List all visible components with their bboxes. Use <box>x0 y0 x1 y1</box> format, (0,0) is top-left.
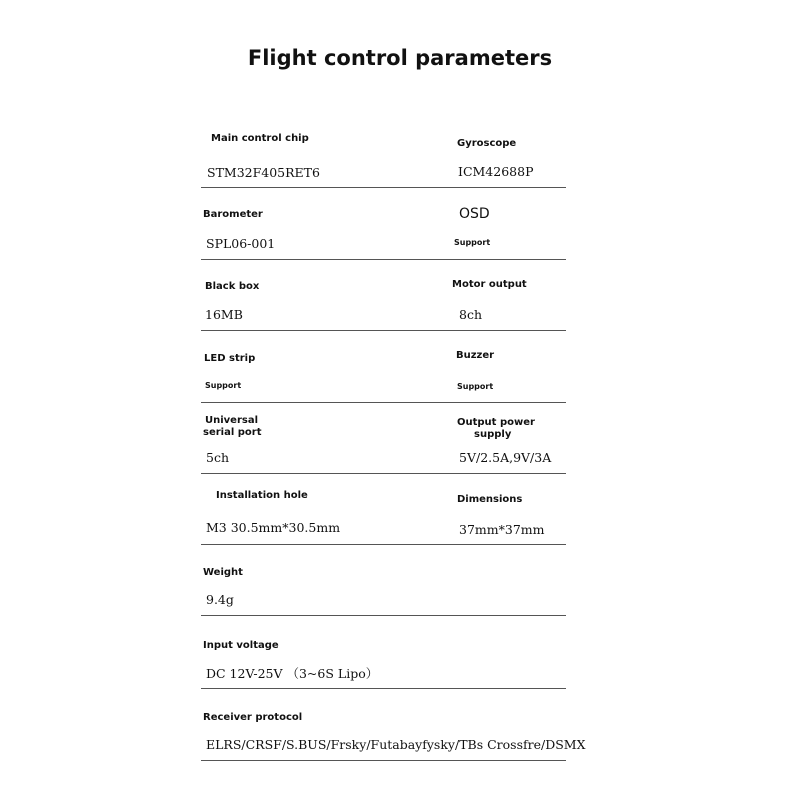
weight-value: 9.4g <box>206 592 234 607</box>
input-voltage-value: DC 12V-25V （3~6S Lipo） <box>206 666 379 681</box>
divider <box>201 615 566 616</box>
installation-hole-label: Installation hole <box>216 490 308 501</box>
divider <box>201 760 566 761</box>
dimensions-value: 37mm*37mm <box>459 522 545 537</box>
weight-label: Weight <box>203 567 243 578</box>
serial-port-value: 5ch <box>206 450 230 465</box>
serial-port-label-line1: Universal <box>205 415 259 426</box>
led-strip-label: LED strip <box>204 353 256 364</box>
main-chip-label: Main control chip <box>211 133 309 144</box>
black-box-value: 16MB <box>205 307 243 322</box>
receiver-protocol-label: Receiver protocol <box>203 712 303 723</box>
led-strip-value: Support <box>205 381 242 390</box>
buzzer-value: Support <box>457 382 494 391</box>
buzzer-label: Buzzer <box>456 350 495 361</box>
black-box-label: Black box <box>205 281 260 292</box>
serial-port-label-line2: serial port <box>203 427 262 438</box>
motor-output-label: Motor output <box>452 279 527 290</box>
input-voltage-label: Input voltage <box>203 640 279 651</box>
divider <box>201 473 566 474</box>
barometer-label: Barometer <box>203 209 263 220</box>
main-chip-value: STM32F405RET6 <box>207 165 320 180</box>
receiver-protocol-value: ELRS/CRSF/S.BUS/Frsky/Futabayfysky/TBs Crossfre/DSMX <box>206 737 586 752</box>
gyroscope-label: Gyroscope <box>457 138 517 149</box>
output-power-label-line1: Output power <box>457 417 535 428</box>
divider <box>201 330 566 331</box>
barometer-value: SPL06-001 <box>206 236 276 251</box>
gyroscope-value: ICM42688P <box>458 164 534 179</box>
installation-hole-value: M3 30.5mm*30.5mm <box>206 520 341 535</box>
divider <box>201 544 566 545</box>
output-power-value: 5V/2.5A,9V/3A <box>459 450 552 465</box>
output-power-label-line2: supply <box>474 429 512 440</box>
page-title: Flight control parameters <box>247 46 553 70</box>
osd-value: Support <box>454 238 491 247</box>
divider <box>201 259 566 260</box>
motor-output-value: 8ch <box>459 307 483 322</box>
divider <box>201 187 566 188</box>
osd-label: OSD <box>459 206 490 222</box>
divider <box>201 402 566 403</box>
divider <box>201 688 566 689</box>
dimensions-label: Dimensions <box>457 494 523 505</box>
